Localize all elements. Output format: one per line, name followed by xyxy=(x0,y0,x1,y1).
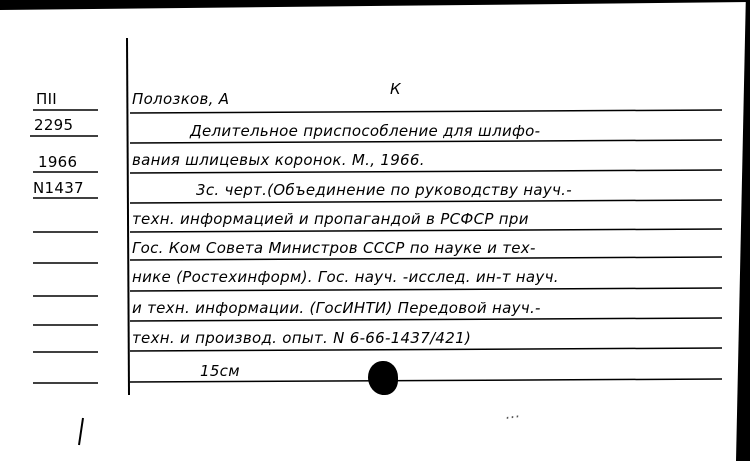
author-name: Полозков, А xyxy=(132,90,230,108)
body-line: нике (Ростехинформ). Гос. науч. -исслед. ин-т науч. xyxy=(132,268,559,286)
body-line: 3с. черт.(Объединение по руководству науч.- xyxy=(196,181,572,199)
shelf-mark: ПII xyxy=(36,90,58,108)
size-note: 15см xyxy=(200,362,240,380)
body-line: и техн. информации. (ГосИНТИ) Передовой науч.- xyxy=(132,299,541,317)
author-initial-letter: К xyxy=(390,80,401,98)
body-line: техн. информацией и пропагандой в РСФСР при xyxy=(132,210,529,228)
body-line: вания шлицевых коронок. М., 1966. xyxy=(132,151,425,169)
ink-blot xyxy=(368,361,398,395)
faint-scribble: … xyxy=(503,403,522,423)
body-line: техн. и производ. опыт. N 6-66-1437/421) xyxy=(132,329,472,347)
card-year: 1966 xyxy=(38,153,78,171)
card-number: 2295 xyxy=(34,116,74,134)
body-line: Гос. Ком Совета Министров СССР по науке и тех- xyxy=(132,239,536,257)
record-number: N1437 xyxy=(33,179,84,197)
body-line: Делительное приспособление для шлифо- xyxy=(190,122,541,140)
